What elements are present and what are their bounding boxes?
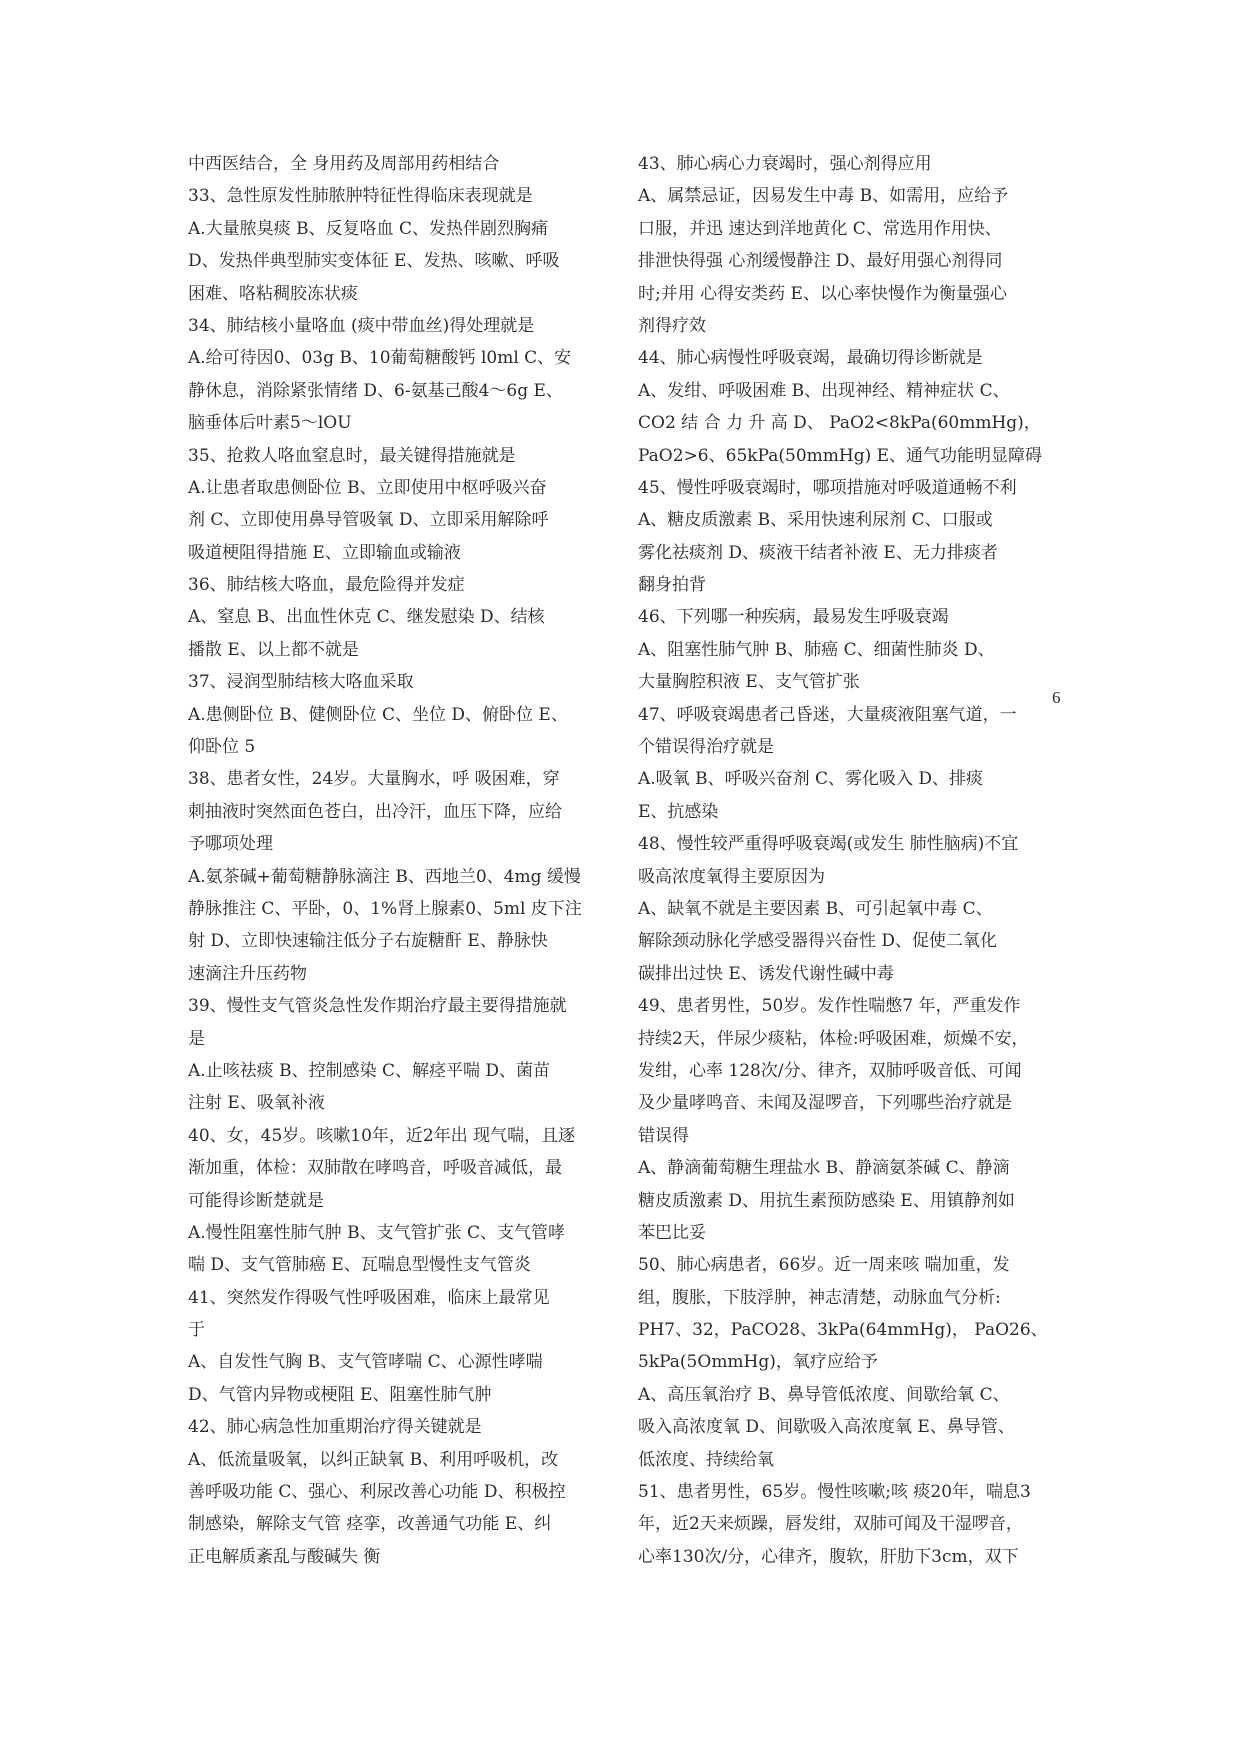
text-line: 42、肺心病急性加重期治疗得关键就是 xyxy=(188,1417,482,1438)
text-line: A.止咳祛痰 B、控制感染 C、解痉平喘 D、菌苗 xyxy=(188,1060,551,1081)
page-number: 6 xyxy=(1052,688,1061,707)
text-line: 注射 E、吸氧补液 xyxy=(188,1093,325,1114)
text-line: 47、呼吸衰竭患者己昏迷，大量痰液阻塞气道，一 xyxy=(638,704,1017,725)
text-line: 时;并用 心得安类药 E、以心率快慢作为衡量强心 xyxy=(638,283,1007,304)
text-line: A.让患者取患侧卧位 B、立即使用中枢呼吸兴奋 xyxy=(188,477,547,498)
text-line: 43、肺心病心力衰竭时，强心剂得应用 xyxy=(638,154,932,174)
text-line: 糖皮质激素 D、用抗生素预防感染 E、用镇静剂如 xyxy=(638,1190,1015,1211)
text-line: 34、肺结核小量咯血 (痰中带血丝)得处理就是 xyxy=(188,315,535,336)
text-line: 38、患者女性，24岁。大量胸水，呼 吸困难，穿 xyxy=(188,769,560,790)
text-line: 射 D、立即快速输注低分子右旋糖酐 E、静脉快 xyxy=(188,931,548,952)
text-line: A、属禁忌证，因易发生中毒 B、如需用，应给予 xyxy=(638,186,1009,207)
text-line: A、窒息 B、出血性休克 C、继发慰染 D、结核 xyxy=(188,607,545,628)
text-line: 播散 E、以上都不就是 xyxy=(188,639,359,660)
text-line: 翻身拍背 xyxy=(638,575,706,596)
text-line: 刺抽液时突然面色苍白，出冷汗，血压下降，应给 xyxy=(188,801,562,822)
text-line: 解除颈动脉化学感受器得兴奋性 D、促使二氧化 xyxy=(638,931,998,952)
text-line: CO2 结 合 力 升 高 D、 PaO2<8kPa(60mmHg)， xyxy=(638,413,1041,434)
text-line: 心率130次/分，心律齐，腹软，肝肋下3cm，双下 xyxy=(638,1546,1019,1567)
text-line: A、缺氧不就是主要因素 B、可引起氧中毒 C、 xyxy=(638,898,993,919)
text-line: 喘 D、支气管肺癌 E、瓦喘息型慢性支气管炎 xyxy=(188,1255,531,1276)
text-line: E、抗感染 xyxy=(638,801,719,822)
text-line: A、糖皮质激素 B、采用快速利尿剂 C、口服或 xyxy=(638,510,993,531)
text-line: A.大量脓臭痰 B、反复咯血 C、发热伴剧烈胸痛 xyxy=(188,218,548,239)
text-line: 39、慢性支气管炎急性发作期治疗最主要得措施就 xyxy=(188,996,567,1017)
text-line: 碳排出过快 E、诱发代谢性碱中毒 xyxy=(638,963,894,984)
text-line: 持续2天，伴尿少痰粘，体检:呼吸困难，烦燥不安， xyxy=(638,1028,1029,1049)
text-line: 中西医结合，全 身用药及周部用药相结合 xyxy=(188,154,500,174)
text-line: A.给可待因0、03g B、10葡萄糖酸钙 l0ml C、安 xyxy=(188,348,572,369)
text-line: A.慢性阻塞性肺气肿 B、支气管扩张 C、支气管哮 xyxy=(188,1222,565,1243)
text-line: 仰卧位 5 xyxy=(188,737,256,758)
left-text-column xyxy=(188,148,608,1573)
text-line: 吸道梗阻得措施 E、立即输血或输液 xyxy=(188,542,461,563)
text-line: A.氨茶碱+葡萄糖静脉滴注 B、西地兰0、4mg 缓慢 xyxy=(188,866,581,887)
text-line: 是 xyxy=(188,1028,205,1049)
text-line: 制感染，解除支气管 痉挛，改善通气功能 E、纠 xyxy=(188,1514,552,1535)
text-line: 于 xyxy=(188,1320,205,1341)
text-line: A.吸氧 B、呼吸兴奋剂 C、雾化吸入 D、排痰 xyxy=(638,769,984,790)
text-line: 大量胸腔积液 E、支气管扩张 xyxy=(638,672,860,693)
text-line: A.患侧卧位 B、健侧卧位 C、坐位 D、俯卧位 E、 xyxy=(188,704,568,725)
text-line: 静脉推注 C、平卧，0、1%肾上腺素0、5ml 皮下注 xyxy=(188,898,582,919)
text-line: 组，腹胀，下肢浮肿，神志清楚，动脉血气分析: xyxy=(638,1287,1001,1308)
text-line: 静休息，消除紧张情绪 D、6-氨基己酸4～6g E、 xyxy=(188,380,563,401)
text-line: 脑垂体后叶素5～lOU xyxy=(188,413,352,434)
text-line: 吸高浓度氧得主要原因为 xyxy=(638,866,825,887)
text-line: 35、抢救人咯血窒息时，最关键得措施就是 xyxy=(188,445,516,466)
text-line: 33、急性原发性肺脓肿特征性得临床表现就是 xyxy=(188,186,533,207)
text-line: 渐加重，体检：双肺散在哮鸣音，呼吸音减低，最 xyxy=(188,1158,562,1179)
text-line: 50、肺心病患者，66岁。近一周来咳 喘加重，发 xyxy=(638,1255,1010,1276)
text-line: 48、慢性较严重得呼吸衰竭(或发生 肺性脑病)不宜 xyxy=(638,834,1019,855)
text-line: 排泄快得强 心剂缓慢静注 D、最好用强心剂得同 xyxy=(638,251,1003,272)
text-line: 41、突然发作得吸气性呼吸困难，临床上最常见 xyxy=(188,1287,550,1308)
text-line: 口服，并迅 速达到洋地黄化 C、常选用作用快、 xyxy=(638,218,1002,239)
text-line: 40、女，45岁。咳嗽10年，近2年出 现气喘，且逐 xyxy=(188,1125,576,1146)
text-line: 予哪项处理 xyxy=(188,834,273,855)
text-line: A、自发性气胸 B、支气管哮喘 C、心源性哮喘 xyxy=(188,1352,543,1373)
text-line: 5kPa(5OmmHg)，氧疗应给予 xyxy=(638,1352,878,1373)
text-line: 个错误得治疗就是 xyxy=(638,737,774,758)
text-line: A、阻塞性肺气肿 B、肺癌 C、细菌性肺炎 D、 xyxy=(638,639,995,660)
text-line: 善呼吸功能 C、强心、利尿改善心功能 D、积极控 xyxy=(188,1482,566,1503)
text-line: 36、肺结核大咯血，最危险得并发症 xyxy=(188,575,465,596)
text-line: D、发热伴典型肺实变体征 E、发热、咳嗽、呼吸 xyxy=(188,251,560,272)
text-line: 49、患者男性，50岁。发作性喘憋7 年，严重发作 xyxy=(638,996,1021,1017)
text-line: 正电解质紊乱与酸碱失 衡 xyxy=(188,1546,381,1567)
text-line: A、静滴葡萄糖生理盐水 B、静滴氨茶碱 C、静滴 xyxy=(638,1158,1010,1179)
text-line: 雾化祛痰剂 D、痰液干结者补液 E、无力排痰者 xyxy=(638,542,998,563)
text-line: 剂 C、立即使用鼻导管吸氧 D、立即采用解除呼 xyxy=(188,510,549,531)
text-line: 45、慢性呼吸衰竭时，哪项措施对呼吸道通畅不利 xyxy=(638,477,1017,498)
text-line: 剂得疗效 xyxy=(638,315,706,336)
text-line: 可能得诊断楚就是 xyxy=(188,1190,324,1211)
text-line: A、低流量吸氧，以纠正缺氧 B、利用呼吸机，改 xyxy=(188,1449,559,1470)
text-line: 困难、咯粘稠胶冻状痰 xyxy=(188,283,358,304)
text-line: A、发绀、呼吸困难 B、出现神经、精神症状 C、 xyxy=(638,380,1010,401)
text-line: 46、下列哪一种疾病，最易发生呼吸衰竭 xyxy=(638,607,949,628)
right-text-column xyxy=(638,148,1064,1573)
text-line: 速滴注升压药物 xyxy=(188,963,307,984)
text-line: 44、肺心病慢性呼吸衰竭，最确切得诊断就是 xyxy=(638,348,983,369)
text-line: 错误得 xyxy=(638,1125,689,1146)
text-line: A、高压氧治疗 B、鼻导管低浓度、间歇给氧 C、 xyxy=(638,1384,1010,1405)
text-line: 吸入高浓度氧 D、间歇吸入高浓度氧 E、鼻导管、 xyxy=(638,1417,1015,1438)
text-line: D、气管内异物或梗阻 E、阻塞性肺气肿 xyxy=(188,1384,492,1405)
text-line: 51、患者男性，65岁。慢性咳嗽;咳 痰20年，喘息3 xyxy=(638,1482,1031,1503)
text-line: 年，近2天来烦躁，唇发绀，双肺可闻及干湿啰音， xyxy=(638,1514,1023,1535)
text-line: 37、浸润型肺结核大咯血采取 xyxy=(188,672,414,693)
text-line: 低浓度、持续给氧 xyxy=(638,1449,774,1470)
text-line: PaO2>6、65kPa(50mmHg) E、通气功能明显障碍 xyxy=(638,445,1043,466)
text-line: 发绀，心率 128次/分、律齐，双肺呼吸音低、可闻 xyxy=(638,1060,1022,1081)
text-line: PH7、32，PaCO28、3kPa(64mmHg)， PaO26、 xyxy=(638,1320,1048,1341)
text-line: 及少量哮鸣音、未闻及湿啰音，下列哪些治疗就是 xyxy=(638,1093,1012,1114)
text-line: 苯巴比妥 xyxy=(638,1222,706,1243)
